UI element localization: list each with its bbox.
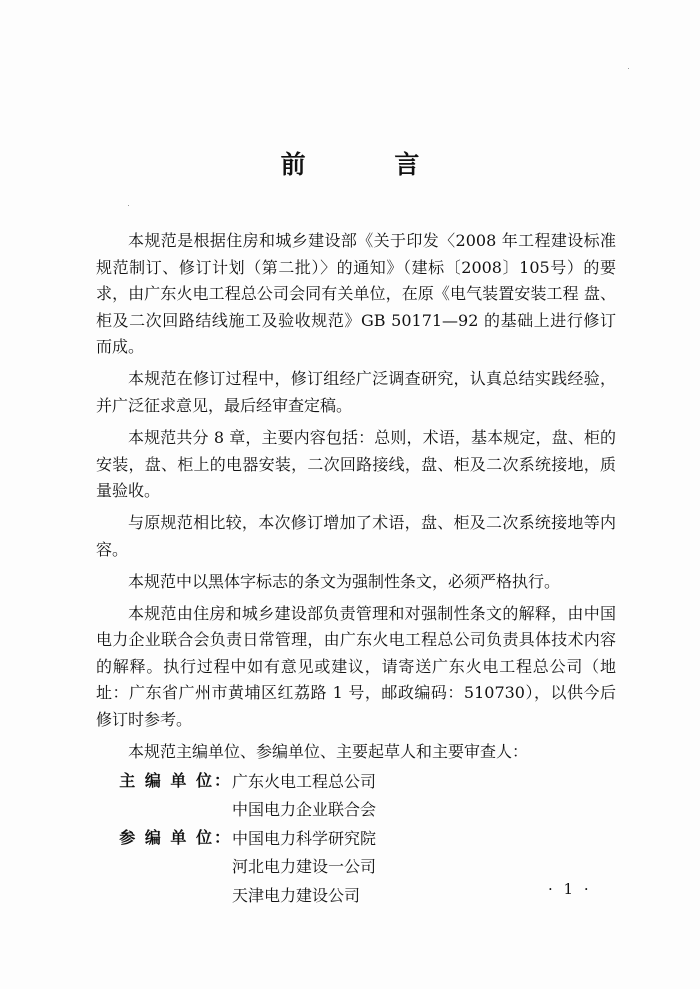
chief-unit: 中国电力企业联合会: [232, 800, 377, 820]
preface-body: [96, 228, 616, 910]
chief-units-row: [96, 768, 616, 825]
participating-units-row: [96, 825, 616, 911]
preface-paragraph: 本规范是根据住房和城乡建设部《关于印发〈2008 年工程建设标准规范制订、修订计划（第二批）〉的通知》（建标〔2008〕105号）的要求，由广东火电工程总公司会同有关单位，在原《电气装置安装工程 盘、柜及二次回路结线施工及验收规范》GB 50171—92 的基础上进行修订而成。: [96, 231, 616, 357]
chief-unit: 广东火电工程总公司: [232, 771, 377, 791]
participating-unit: 天津电力建设公司: [232, 885, 361, 905]
chief-units-list: [232, 768, 376, 825]
scan-speck: [628, 68, 629, 69]
preface-paragraph: 本规范主编单位、参编单位、主要起草人和主要审查人：: [128, 742, 529, 762]
participating-units-list: [232, 825, 376, 911]
participating-units-label: 参 编 单 位：: [119, 827, 232, 847]
participating-unit: 中国电力科学研究院: [232, 828, 377, 848]
page-title: 前 言: [280, 150, 460, 179]
preface-paragraph: 本规范在修订过程中，修订组经广泛调查研究，认真总结实践经验，并广泛征求意见，最后经审查定稿。: [96, 369, 616, 415]
preface-paragraph: 本规范中以黑体字标志的条文为强制性条文，必须严格执行。: [128, 571, 561, 591]
preface-paragraph: 本规范由住房和城乡建设部负责管理和对强制性条文的解释，由中国电力企业联合会负责日常管理，由广东火电工程总公司负责具体技术内容的解释。执行过程中如有意见或建议，请寄送广东火电工程总公司（地址：广东省广州市黄埔区红荔路 1 号，邮政编码：510730），以供今后修订时参考。: [96, 603, 616, 730]
preface-paragraph: 本规范共分 8 章，主要内容包括：总则，术语，基本规定，盘、柜的安装，盘、柜上的电器安装，二次回路接线，盘、柜及二次系统接地，质量验收。: [96, 427, 616, 501]
participating-unit: 河北电力建设一公司: [232, 857, 377, 877]
preface-paragraph: 与原规范相比较，本次修订增加了术语，盘、柜及二次系统接地等内容。: [96, 513, 616, 559]
page-number: · 1 ·: [548, 880, 592, 898]
units-block: [96, 768, 616, 911]
chief-units-label: 主 编 单 位：: [119, 770, 232, 790]
scan-speck: [128, 205, 129, 206]
